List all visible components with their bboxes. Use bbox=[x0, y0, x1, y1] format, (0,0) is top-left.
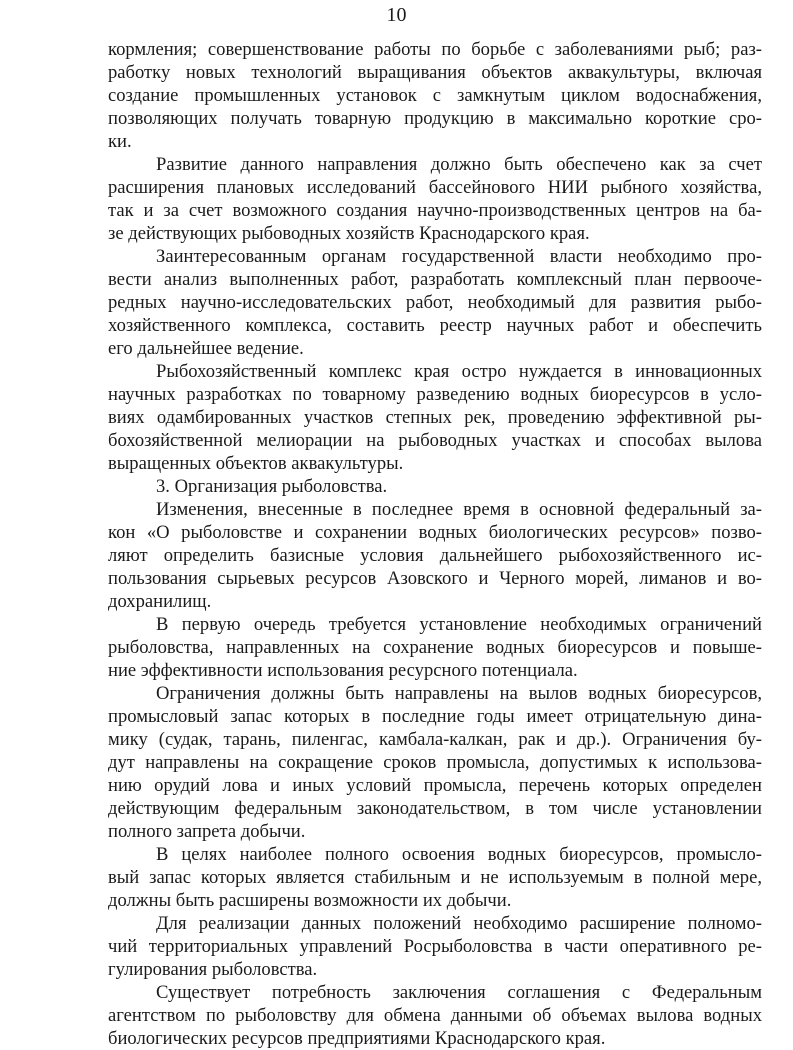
text-line: его дальнейшее ведение. bbox=[108, 338, 304, 359]
text-line: рыболовства, направленных на сохранение водных биоресурсов и повыше- bbox=[108, 637, 762, 658]
text-line: гулирования рыболовства. bbox=[108, 959, 318, 980]
text-line: нию орудий лова и иных условий промысла, перечень которых определен bbox=[108, 775, 762, 796]
text-line: ки. bbox=[108, 131, 132, 152]
paragraph bbox=[108, 475, 762, 498]
text-line: чий территориальных управлений Росрыболовства в части оперативного ре- bbox=[108, 936, 762, 957]
text-line: зе действующих рыбоводных хозяйств Краснодарского края. bbox=[108, 223, 590, 244]
text-line: кон «О рыболовстве и сохранении водных биологических ресурсов» позво- bbox=[108, 522, 762, 543]
paragraph bbox=[108, 498, 762, 613]
text-line: Изменения, внесенные в последнее время в основной федеральный за- bbox=[156, 499, 762, 520]
text-line: работку новых технологий выращивания объектов аквакультуры, включая bbox=[108, 62, 762, 83]
text-line: пользования сырьевых ресурсов Азовского и Черного морей, лиманов и во- bbox=[108, 568, 762, 589]
text-line: расширения плановых исследований бассейнового НИИ рыбного хозяйства, bbox=[108, 177, 762, 198]
text-line: Развитие данного направления должно быть обеспечено как за счет bbox=[156, 154, 762, 175]
text-line: позволяющих получать товарную продукцию в максимально короткие сро- bbox=[108, 108, 762, 129]
text-line: вый запас которых является стабильным и не используемым в полной мере, bbox=[108, 867, 762, 888]
text-line: Ограничения должны быть направлены на вылов водных биоресурсов, bbox=[156, 683, 762, 704]
text-line: промысловый запас которых в последние годы имеет отрицательную дина- bbox=[108, 706, 762, 727]
text-line: так и за счет возможного создания научно-производственных центров на ба- bbox=[108, 200, 762, 221]
text-line: бохозяйственной мелиорации на рыбоводных участках и способах вылова bbox=[108, 430, 762, 451]
text-line: должны быть расширены возможности их добычи. bbox=[108, 890, 512, 911]
text-line: В целях наиболее полного освоения водных биоресурсов, промысло- bbox=[156, 844, 762, 865]
text-line: хозяйственного комплекса, составить реестр научных работ и обеспечить bbox=[108, 315, 762, 336]
paragraph bbox=[108, 245, 762, 360]
text-line: создание промышленных установок с замкнутым циклом водоснабжения, bbox=[108, 85, 762, 106]
text-line: кормления; совершенствование работы по борьбе с заболеваниями рыб; раз- bbox=[108, 39, 762, 60]
text-line: научных разработках по товарному разведению водных биоресурсов в усло- bbox=[108, 384, 762, 405]
paragraph bbox=[108, 981, 762, 1050]
text-line: мику (судак, тарань, пиленгас, камбала-калкан, рак и др.). Ограничения бу- bbox=[108, 729, 762, 750]
paragraph bbox=[108, 360, 762, 475]
text-line: В первую очередь требуется установление необходимых ограничений bbox=[156, 614, 762, 635]
text-line: дохранилищ. bbox=[108, 591, 212, 612]
text-line: ляют определить базисные условия дальнейшего рыбохозяйственного ис- bbox=[108, 545, 762, 566]
paragraph bbox=[108, 912, 762, 981]
paragraph bbox=[108, 613, 762, 682]
text-line: редных научно-исследовательских работ, необходимый для развития рыбо- bbox=[108, 292, 762, 313]
page-number: 10 bbox=[386, 4, 407, 26]
text-line: полного запрета добычи. bbox=[108, 821, 306, 842]
body-text bbox=[108, 38, 762, 1050]
text-line: агентством по рыболовству для обмена данными об объемах вылова водных bbox=[108, 1005, 762, 1026]
text-line: Рыбохозяйственный комплекс края остро нуждается в инновационных bbox=[156, 361, 762, 382]
paragraph bbox=[108, 38, 762, 153]
paragraph bbox=[108, 843, 762, 912]
text-line: 3. Организация рыболовства. bbox=[156, 476, 388, 497]
text-line: вести анализ выполненных работ, разработать комплексный план первооче- bbox=[108, 269, 762, 290]
text-line: действующим федеральным законодательством, в том числе установлении bbox=[108, 798, 762, 819]
text-line: ние эффективности использования ресурсного потенциала. bbox=[108, 660, 578, 681]
text-line: Заинтересованным органам государственной власти необходимо про- bbox=[156, 246, 762, 267]
text-line: дут направлены на сокращение сроков промысла, допустимых к использова- bbox=[108, 752, 762, 773]
paragraph bbox=[108, 153, 762, 245]
paragraph bbox=[108, 682, 762, 843]
text-line: виях одамбированных участков степных рек, проведению эффективной ры- bbox=[108, 407, 762, 428]
text-line: выращенных объектов аквакультуры. bbox=[108, 453, 404, 474]
text-line: биологических ресурсов предприятиями Краснодарского края. bbox=[108, 1028, 606, 1049]
text-line: Для реализации данных положений необходимо расширение полномо- bbox=[156, 913, 762, 934]
text-line: Существует потребность заключения соглашения с Федеральным bbox=[156, 982, 762, 1003]
